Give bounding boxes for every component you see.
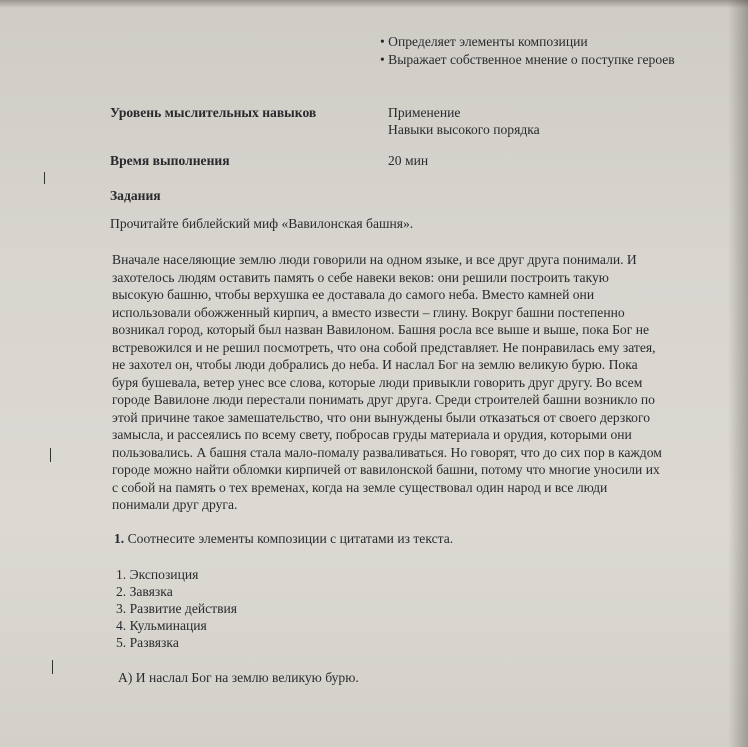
intro-line: Прочитайте библейский миф «Вавилонская башня». (110, 216, 414, 231)
list-item: 3. Развитие действия (116, 601, 238, 616)
level-value: Применение (388, 105, 461, 120)
tasks-heading: Задания (110, 188, 161, 203)
passage-line: высокую башню, чтобы верхушка ее доставала до самого неба. Вместо камней они (112, 287, 595, 302)
passage-line: буря бушевала, ветер унес все слова, которые люди привыкли говорить друг другу. Во всем (112, 375, 643, 390)
passage-line: городе можно найти обломки кирпичей от вавилонской башни, потому что многие уносили их (112, 462, 660, 477)
question-1 (114, 530, 453, 548)
quote-a: А) И наслал Бог на землю великую бурю. (118, 670, 359, 685)
passage-line: городе Вавилоне люди перестали понимать друг друга. Среди строителей башни возникло по (112, 392, 655, 407)
list-item: 5. Развязка (116, 635, 179, 650)
list-item: 4. Кульминация (116, 618, 207, 633)
bullet-item: • Выражает собственное мнение о поступке героев (380, 52, 675, 67)
passage-line: захотелось людям оставить память о себе навеки веков: они решили построить такую (112, 270, 609, 285)
margin-mark (50, 448, 51, 462)
passage-line: не захотел он, чтобы люди добрались до неба. И наслал Бог на землю великую бурю. Пока (112, 357, 638, 372)
passage-line: пользовались. А башня стала мало-помалу разваливаться. Но говорят, что до сих пор в каждом (112, 445, 662, 460)
page-edge-shadow (728, 0, 748, 747)
question-text: Соотнесите элементы композиции с цитатами из текста. (124, 531, 454, 546)
passage-line: замысла, и рассеялись по всему свету, побросав груды материала и орудия, которыми они (112, 427, 632, 442)
passage-line: возникал город, который был назван Вавилоном. Башня росла все выше и выше, пока Бог не (112, 322, 650, 337)
passage-line: Вначале населяющие землю люди говорили на одном языке, и все друг друга понимали. И (112, 252, 637, 267)
level-label: Уровень мыслительных навыков (110, 105, 317, 120)
passage-line: с собой на память о тех временах, когда на земле существовал один народ и все люди (112, 480, 608, 495)
passage-line: использовали обожженный кирпич, а вместо извести – глину. Вокруг башни постепенно (112, 305, 625, 320)
passage-line: этой причине такое замешательство, что они вынуждены были отказаться от своего дерзкого (112, 410, 650, 425)
level-value: Навыки высокого порядка (388, 122, 540, 137)
passage-line: понимали друг друга. (112, 497, 238, 512)
bullet-item: • Определяет элементы композиции (380, 34, 588, 49)
time-value: 20 мин (388, 153, 429, 168)
list-item: 1. Экспозиция (116, 567, 199, 582)
page-top-edge (0, 0, 748, 8)
margin-mark (52, 660, 53, 674)
time-label: Время выполнения (110, 153, 230, 168)
passage-line: встревожился и не решил посмотреть, что она собой представляет. Не понравилась ему затея, (112, 340, 656, 355)
list-item: 2. Завязка (116, 584, 173, 599)
margin-mark (44, 172, 45, 184)
question-number: 1. (114, 531, 125, 546)
